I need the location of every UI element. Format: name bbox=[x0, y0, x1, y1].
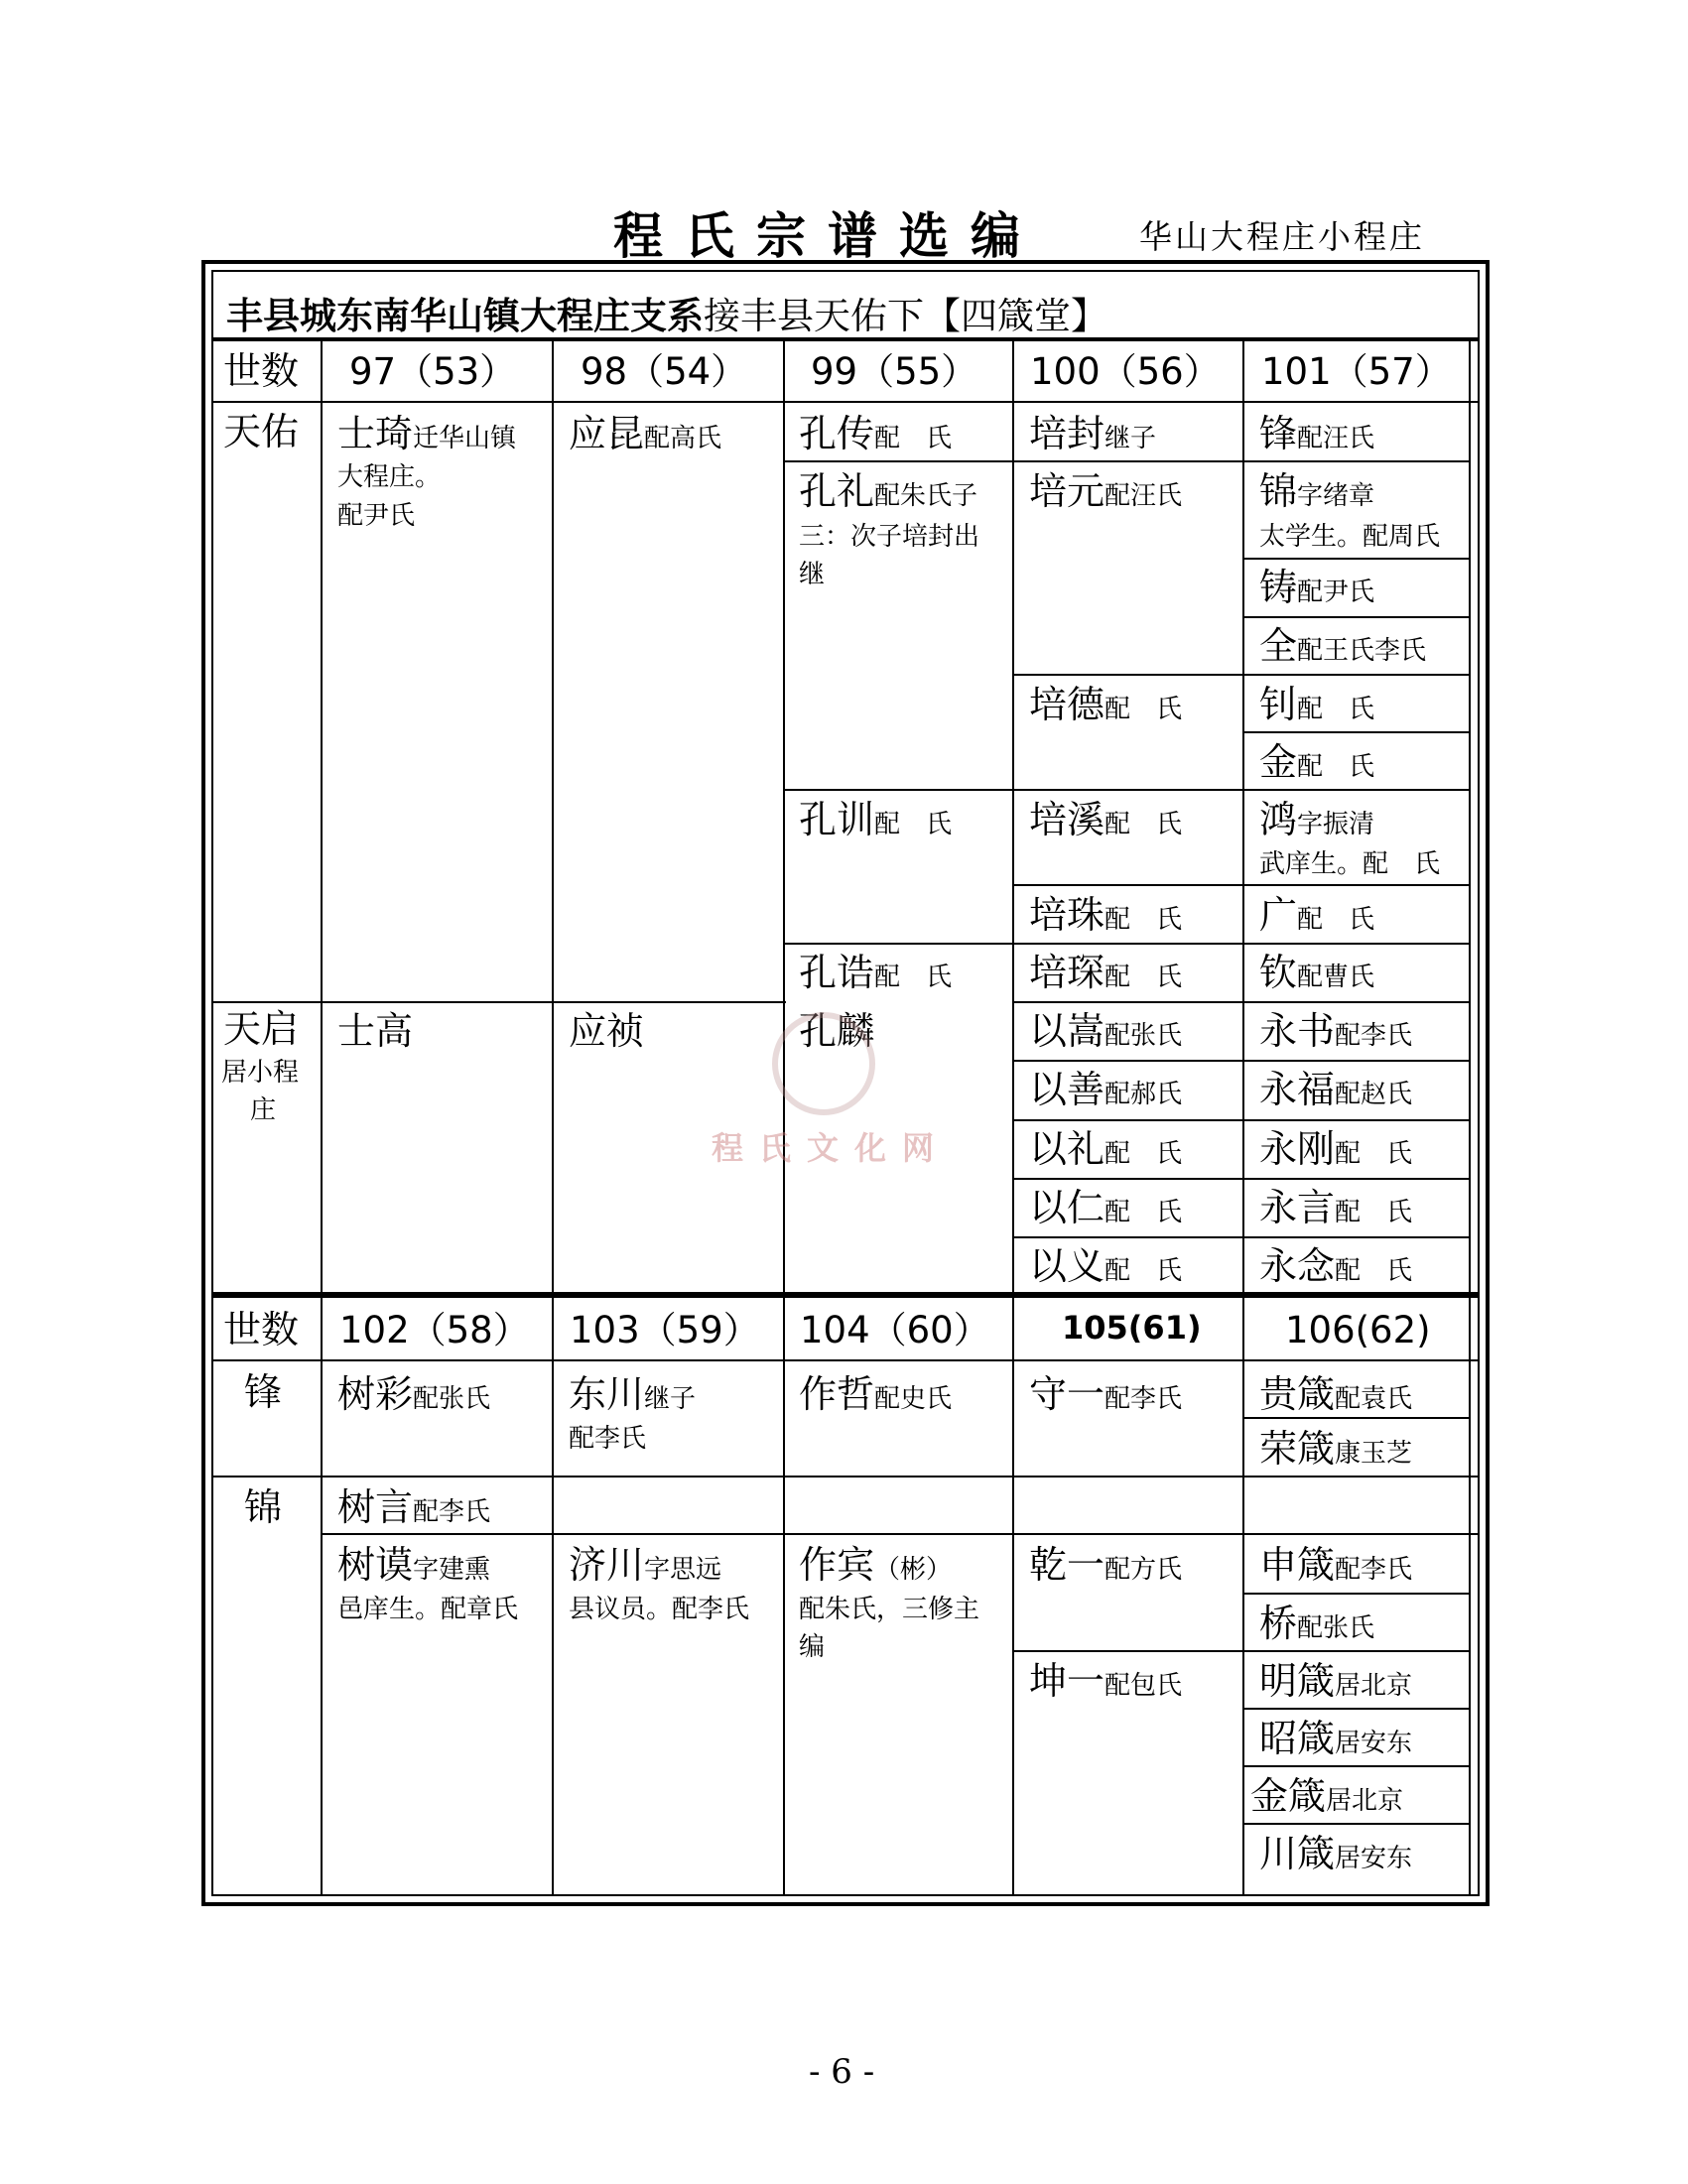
rule-c5 bbox=[1013, 1178, 1243, 1180]
lineage-head: 锦 bbox=[244, 1485, 283, 1529]
rule-c6 bbox=[1243, 674, 1470, 676]
gen-header-104: 104（60） bbox=[800, 1309, 990, 1351]
rule-c5 bbox=[1013, 1236, 1243, 1238]
entry-note: 大程庄。 bbox=[337, 462, 442, 492]
gen-header-103: 103（59） bbox=[570, 1309, 760, 1351]
gen-header-100: 100（56） bbox=[1030, 350, 1221, 393]
entry-note: 配尹氏 bbox=[337, 501, 416, 531]
entry: 坤一配包氏 bbox=[1029, 1659, 1183, 1703]
watermark-text: 程氏文化网 bbox=[712, 1129, 951, 1167]
entry: 川箴居安东 bbox=[1259, 1832, 1413, 1875]
gen-header-101: 101（57） bbox=[1261, 350, 1452, 393]
entry-note: 武庠生。配 氏 bbox=[1259, 849, 1441, 879]
entry: 全配王氏李氏 bbox=[1259, 624, 1427, 668]
entry-note: 太学生。配周氏 bbox=[1259, 522, 1441, 552]
entry: 培德配 氏 bbox=[1029, 683, 1183, 726]
col-rule bbox=[1242, 339, 1244, 1894]
rule-t2-c6 bbox=[1243, 1708, 1470, 1710]
gen-header-102: 102（58） bbox=[339, 1309, 530, 1351]
entry-note: 县议员。配李氏 bbox=[569, 1595, 750, 1624]
rule-c5 bbox=[1013, 943, 1243, 945]
branch-title-bold: 丰县城东南华山镇大程庄支系 bbox=[226, 294, 704, 337]
rule-t2-c6 bbox=[1243, 1417, 1470, 1419]
rule-t2-c6 bbox=[1243, 1650, 1470, 1652]
gen-header-105: 105(61) bbox=[1062, 1309, 1202, 1347]
gen-header-106: 106(62) bbox=[1285, 1309, 1431, 1351]
entry: 金配 氏 bbox=[1259, 740, 1375, 784]
entry-note: 邑庠生。配章氏 bbox=[337, 1595, 519, 1624]
rule-c6 bbox=[1243, 943, 1470, 945]
entry: 作宾（彬） bbox=[799, 1543, 953, 1587]
entry: 培珠配 氏 bbox=[1029, 893, 1183, 937]
entry-note: 编 bbox=[799, 1632, 826, 1662]
entry: 广配 氏 bbox=[1259, 893, 1375, 937]
rule-under-branch bbox=[211, 337, 1480, 341]
entry: 士琦迁华山镇 bbox=[337, 412, 517, 455]
entry: 锋配汪氏 bbox=[1259, 412, 1375, 455]
rule-c6 bbox=[1243, 1119, 1470, 1121]
rule-c5 bbox=[1013, 460, 1243, 462]
entry: 树谟字建熏 bbox=[337, 1543, 491, 1587]
rule-t2-c6 bbox=[1243, 1765, 1470, 1767]
rule-t2-c6 bbox=[1243, 1593, 1470, 1595]
entry: 孔训配 氏 bbox=[799, 798, 953, 841]
entry: 以嵩配张氏 bbox=[1029, 1009, 1183, 1053]
gen-header-98: 98（54） bbox=[581, 350, 748, 393]
entry: 作哲配史氏 bbox=[799, 1372, 953, 1416]
entry: 鸿字振清 bbox=[1259, 798, 1375, 841]
entry: 乾一配方氏 bbox=[1029, 1543, 1183, 1587]
entry: 培封继子 bbox=[1029, 412, 1157, 455]
rule-c6 bbox=[1243, 789, 1470, 791]
entry: 锦字绪章 bbox=[1259, 469, 1375, 513]
entry: 孔诰配 氏 bbox=[799, 951, 953, 994]
entry: 应昆配高氏 bbox=[569, 412, 722, 455]
entry-note: 三：次子培封出 bbox=[799, 522, 980, 552]
gen-header-label: 世数 bbox=[223, 349, 300, 393]
entry: 培元配汪氏 bbox=[1029, 469, 1183, 513]
entry: 永刚配 氏 bbox=[1259, 1127, 1413, 1171]
rule-c6 bbox=[1243, 731, 1470, 733]
entry: 以礼配 氏 bbox=[1029, 1127, 1183, 1171]
col-rule bbox=[1012, 339, 1014, 1894]
entry: 永念配 氏 bbox=[1259, 1244, 1413, 1288]
lineage-note: 居小程 bbox=[221, 1058, 300, 1088]
entry: 孔礼配朱氏子 bbox=[799, 469, 978, 513]
col-rule bbox=[1469, 339, 1471, 1894]
rule-t2-c6 bbox=[1243, 1823, 1470, 1825]
rule-c6 bbox=[1243, 460, 1470, 462]
page-subtitle: 华山大程庄小程庄 bbox=[1139, 217, 1425, 256]
rule-c6 bbox=[1243, 558, 1470, 560]
entry: 金箴居北京 bbox=[1250, 1774, 1404, 1818]
rule-c6 bbox=[1243, 616, 1470, 618]
entry: 济川字思远 bbox=[569, 1543, 722, 1587]
rule-t2-c5 bbox=[1013, 1650, 1243, 1652]
entry: 昭箴居安东 bbox=[1259, 1717, 1413, 1760]
rule-c5 bbox=[1013, 789, 1243, 791]
entry: 贵箴配袁氏 bbox=[1259, 1372, 1413, 1416]
entry: 孔传配 氏 bbox=[799, 412, 953, 455]
rule-tianyou-tianqi bbox=[211, 1001, 786, 1003]
gen-header-97: 97（53） bbox=[349, 350, 517, 393]
branch-title bbox=[226, 286, 1107, 339]
rule-c4 bbox=[784, 460, 1013, 462]
watermark-seal bbox=[772, 1009, 875, 1115]
entry: 培溪配 氏 bbox=[1029, 798, 1183, 841]
entry: 东川继子 bbox=[569, 1372, 697, 1416]
rule-feng-jin bbox=[211, 1476, 1480, 1477]
rule-c5 bbox=[1013, 1060, 1243, 1062]
rule-c5 bbox=[1013, 674, 1243, 676]
lineage-head: 天佑 bbox=[223, 410, 300, 453]
rule-c6 bbox=[1243, 1001, 1470, 1003]
rule-c6 bbox=[1243, 1178, 1470, 1180]
entry: 培琛配 氏 bbox=[1029, 951, 1183, 994]
rule-c5 bbox=[1013, 1001, 1243, 1003]
entry: 以仁配 氏 bbox=[1029, 1186, 1183, 1229]
entry-note: 配朱氏，三修主 bbox=[799, 1595, 980, 1624]
rule-shuyan bbox=[323, 1533, 1480, 1535]
page-title: 程氏宗谱选编 bbox=[613, 206, 1042, 265]
entry: 士高 bbox=[337, 1009, 414, 1053]
entry: 钊配 氏 bbox=[1259, 683, 1375, 726]
col-rule bbox=[552, 339, 554, 1894]
branch-title-rest: 接丰县天佑下【四箴堂】 bbox=[704, 295, 1107, 337]
entry: 钦配曹氏 bbox=[1259, 951, 1375, 994]
col-rule bbox=[783, 339, 785, 1894]
entry: 以义配 氏 bbox=[1029, 1244, 1183, 1288]
entry: 申箴配李氏 bbox=[1259, 1543, 1413, 1587]
lineage-note: 庄 bbox=[250, 1095, 277, 1125]
rule-under-header1 bbox=[211, 401, 1480, 403]
entry: 桥配张氏 bbox=[1259, 1602, 1375, 1645]
entry: 守一配李氏 bbox=[1029, 1372, 1183, 1416]
lineage-head: 锋 bbox=[244, 1370, 283, 1414]
rule-c6 bbox=[1243, 1236, 1470, 1238]
entry: 荣箴康玉芝 bbox=[1259, 1427, 1413, 1471]
entry-note: 继 bbox=[799, 560, 826, 589]
gen-header-99: 99（55） bbox=[811, 350, 978, 393]
entry: 树彩配张氏 bbox=[337, 1372, 491, 1416]
rule-c5 bbox=[1013, 884, 1243, 886]
lineage-head: 天启 bbox=[223, 1007, 300, 1051]
entry: 孔麟 bbox=[799, 1009, 875, 1053]
gen-header-label: 世数 bbox=[223, 1308, 300, 1351]
entry: 永书配李氏 bbox=[1259, 1009, 1413, 1053]
entry-note: 配李氏 bbox=[569, 1424, 647, 1454]
page-number: - 6 - bbox=[809, 2052, 875, 2092]
entry: 永福配赵氏 bbox=[1259, 1068, 1413, 1111]
rule-c5 bbox=[1013, 1119, 1243, 1121]
entry: 永言配 氏 bbox=[1259, 1186, 1413, 1229]
rule-c6 bbox=[1243, 884, 1470, 886]
rule-c4 bbox=[784, 943, 1013, 945]
entry: 以善配郝氏 bbox=[1029, 1068, 1183, 1111]
entry: 明箴居北京 bbox=[1259, 1659, 1413, 1703]
rule-c4 bbox=[784, 789, 1013, 791]
entry: 铸配尹氏 bbox=[1259, 566, 1375, 609]
rule-under-header2 bbox=[211, 1359, 1480, 1361]
entry: 应祯 bbox=[569, 1009, 645, 1053]
col-rule bbox=[321, 339, 323, 1894]
rule-table-divider bbox=[211, 1292, 1480, 1298]
rule-c6 bbox=[1243, 1060, 1470, 1062]
entry: 树言配李氏 bbox=[337, 1485, 491, 1529]
